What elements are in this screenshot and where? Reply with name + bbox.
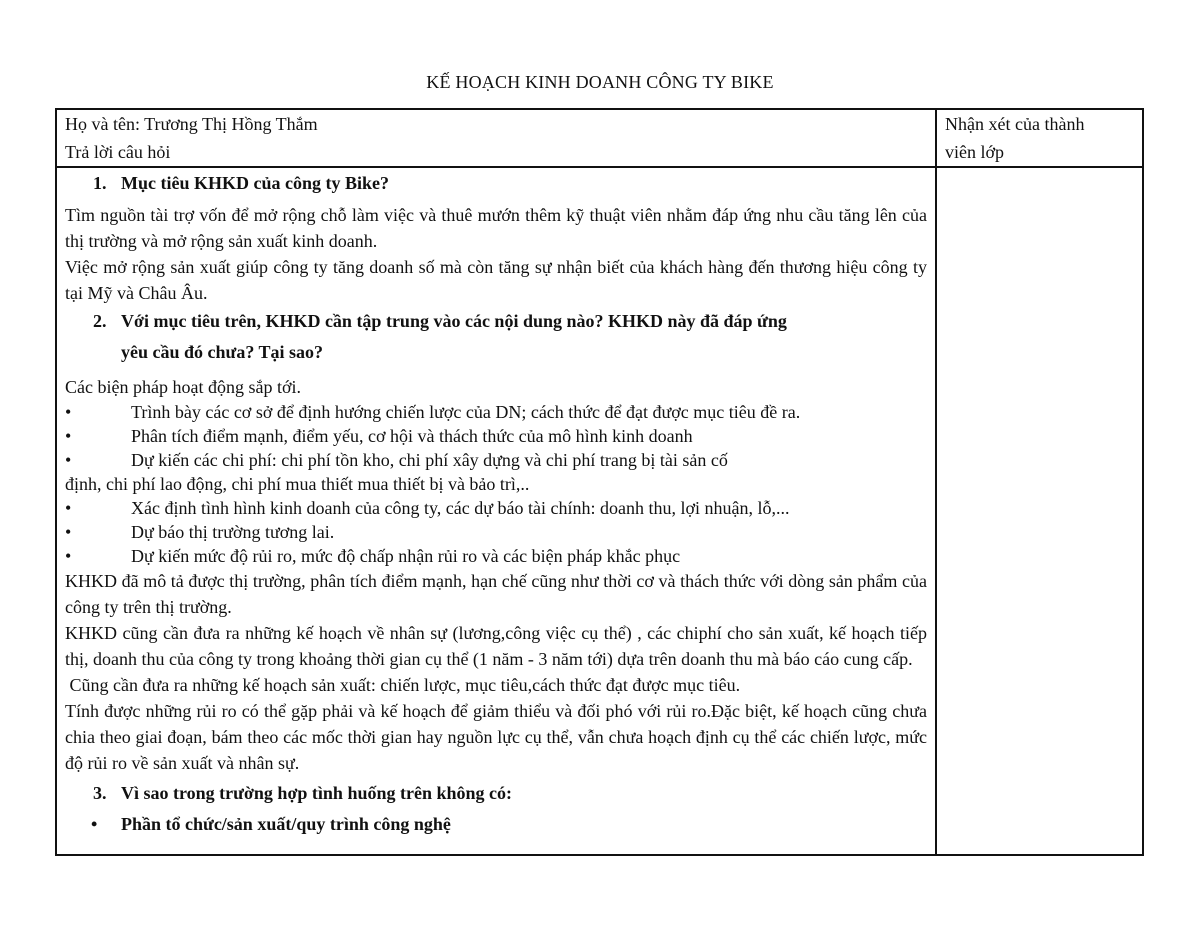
review-label-line2: viên lớp: [945, 142, 1005, 162]
list-item-text: Phân tích điểm mạnh, điểm yếu, cơ hội và thách thức của mô hình kinh doanh: [131, 426, 693, 446]
question-1-heading: [65, 170, 927, 196]
list-item: [65, 810, 927, 838]
q2-paragraph-1: KHKD đã mô tả được thị trường, phân tích điểm mạnh, hạn chế cũng như thời cơ và thách thức với dòng sản phẩm của công ty trên thị trường.: [65, 571, 927, 617]
student-info-cell: [56, 109, 936, 167]
question-text-line2: yêu cầu đó chưa? Tại sao?: [121, 342, 323, 362]
bullet-icon: •: [65, 402, 72, 422]
question-number: 1.: [93, 173, 107, 193]
question-2-heading: [65, 306, 927, 368]
bullet-icon: •: [65, 498, 72, 518]
table-body-row: [56, 167, 1143, 855]
list-item-continuation: định, chi phí lao động, chi phí mua thiết mua thiết bị và bảo trì,..: [65, 474, 530, 494]
student-name: Họ và tên: Trương Thị Hồng Thắm: [65, 114, 318, 134]
question-number: 3.: [93, 783, 107, 803]
list-item: [65, 520, 927, 544]
answer-label: Trả lời câu hỏi: [65, 142, 171, 162]
review-cell: [936, 167, 1143, 855]
list-item: [65, 544, 927, 568]
answer-cell: [56, 167, 936, 855]
list-item-text: Dự báo thị trường tương lai.: [131, 522, 335, 542]
list-item: [65, 400, 927, 424]
q2-paragraph-4: Tính được những rủi ro có thể gặp phải và kế hoạch để giảm thiểu và đối phó với rủi ro.Đặc biệt, kế hoạch cũng chưa chia theo giai đoạn, bám theo các mốc thời gian hay nguồn lực cụ thể, vẫn chưa hoạch định cụ thể các chiến lược, mức độ rủi ro về sản xuất và nhân sự.: [65, 701, 927, 773]
bullet-icon: •: [65, 546, 72, 566]
bullet-icon: •: [91, 814, 98, 834]
document-title: KẾ HOẠCH KINH DOANH CÔNG TY BIKE: [426, 72, 774, 92]
bullet-icon: •: [65, 522, 72, 542]
question-number: 2.: [93, 311, 107, 331]
list-item: [65, 424, 927, 448]
list-item-text: Xác định tình hình kinh doanh của công ty, các dự báo tài chính: doanh thu, lợi nhuận, lỗ,...: [131, 498, 790, 518]
q2-paragraph-3: Cũng cần đưa ra những kế hoạch sản xuất: chiến lược, mục tiêu,cách thức đạt được mục tiêu.: [65, 675, 741, 695]
question-text-line1: Với mục tiêu trên, KHKD cần tập trung vào các nội dung nào? KHKD này đã đáp ứng: [121, 311, 787, 331]
bullet-icon: •: [65, 426, 72, 446]
q2-intro: Các biện pháp hoạt động sắp tới.: [65, 377, 301, 397]
list-item-text: Dự kiến các chi phí: chi phí tồn kho, chi phí xây dựng và chi phí trang bị tài sản cố: [131, 450, 728, 470]
list-item: [65, 496, 927, 520]
review-header-cell: [936, 109, 1143, 167]
q2-paragraph-2: KHKD cũng cần đưa ra những kế hoạch về nhân sự (lương,công việc cụ thể) , các chiphí cho sản xuất, kế hoạch tiếp thị, doanh thu của công ty trong khoảng thời gian cụ thể (1 năm - 3 năm tới) dựa trên doanh thu mà báo cáo cung cấp.: [65, 623, 927, 669]
list-item-text: Trình bày các cơ sở để định hướng chiến lược của DN; cách thức để đạt được mục tiêu đề ra.: [131, 402, 801, 422]
question-3-heading: [65, 780, 927, 806]
q1-paragraph-2: Việc mở rộng sản xuất giúp công ty tăng doanh số mà còn tăng sự nhận biết của khách hàng đến thương hiệu công ty tại Mỹ và Châu Âu.: [65, 257, 927, 303]
list-item: [65, 448, 927, 472]
table-header-row: [56, 109, 1143, 167]
review-label-line1: Nhận xét của thành: [945, 114, 1085, 134]
bullet-icon: •: [65, 450, 72, 470]
list-item-text: Phần tổ chức/sản xuất/quy trình công nghệ: [121, 814, 451, 834]
plan-table: [55, 108, 1144, 856]
question-text: [121, 306, 927, 368]
q1-paragraph-1: Tìm nguồn tài trợ vốn để mở rộng chỗ làm việc và thuê mướn thêm kỹ thuật viên nhằm đáp ứng nhu cầu tăng lên của thị trường và mở rộng sản xuất kinh doanh.: [65, 205, 927, 251]
question-text: Vì sao trong trường hợp tình huống trên không có:: [121, 783, 512, 803]
list-item-text: Dự kiến mức độ rủi ro, mức độ chấp nhận rủi ro và các biện pháp khắc phục: [131, 546, 681, 566]
question-text: Mục tiêu KHKD của công ty Bike?: [121, 173, 389, 193]
